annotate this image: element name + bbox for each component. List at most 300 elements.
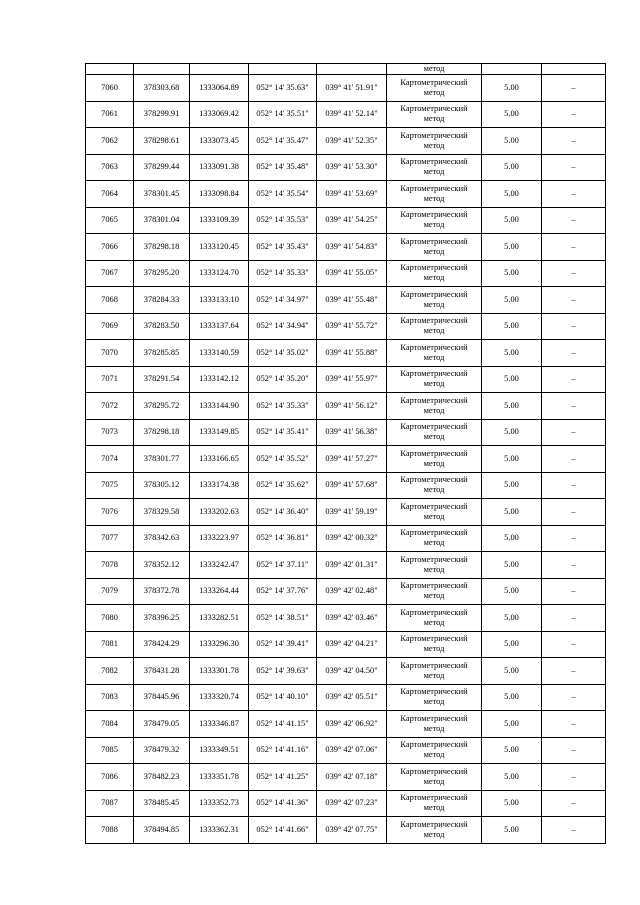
point-number-cell: 7064 bbox=[86, 181, 134, 208]
accuracy-cell: 5.00 bbox=[482, 234, 542, 261]
y-coordinate-cell: 1333202.63 bbox=[190, 499, 249, 526]
method-line-1: Картометрический bbox=[400, 528, 468, 538]
method-line-1: Картометрический bbox=[400, 130, 468, 140]
method-line-2: метод bbox=[423, 485, 445, 495]
latitude-cell: 052° 14' 36.81" bbox=[249, 525, 317, 552]
latitude-cell: 052° 14' 41.25" bbox=[249, 764, 317, 791]
method-line-1: Картометрический bbox=[400, 766, 468, 776]
accuracy-cell: 5.00 bbox=[482, 605, 542, 632]
longitude-cell: 039° 41' 56.12" bbox=[317, 393, 387, 420]
method-line-2: метод bbox=[423, 458, 445, 468]
method-line-2: метод bbox=[423, 299, 445, 309]
accuracy-cell: 5.00 bbox=[482, 154, 542, 181]
point-number-cell: 7061 bbox=[86, 101, 134, 128]
method-line-1: Картометрический bbox=[400, 634, 468, 644]
y-coordinate-cell: 1333120.45 bbox=[190, 234, 249, 261]
longitude-cell: 039° 41' 56.38" bbox=[317, 419, 387, 446]
description-cell: – bbox=[542, 446, 606, 473]
method-line-2: метод bbox=[423, 167, 445, 177]
accuracy-cell: 5.00 bbox=[482, 684, 542, 711]
latitude-cell: 052° 14' 34.97" bbox=[249, 287, 317, 314]
latitude-cell: 052° 14' 35.51" bbox=[249, 101, 317, 128]
method-cell bbox=[387, 790, 482, 817]
description-cell: – bbox=[542, 472, 606, 499]
description-cell: – bbox=[542, 313, 606, 340]
latitude-cell: 052° 14' 39.41" bbox=[249, 631, 317, 658]
description-cell: – bbox=[542, 525, 606, 552]
y-coordinate-cell: 1333073.45 bbox=[190, 128, 249, 155]
accuracy-cell: 5.00 bbox=[482, 790, 542, 817]
method-cell bbox=[387, 313, 482, 340]
y-coordinate-cell: 1333124.70 bbox=[190, 260, 249, 287]
latitude-cell: 052° 14' 41.16" bbox=[249, 737, 317, 764]
latitude-cell: 052° 14' 41.36" bbox=[249, 790, 317, 817]
accuracy-cell: 5.00 bbox=[482, 207, 542, 234]
method-line-2: метод bbox=[423, 723, 445, 733]
description-cell: – bbox=[542, 817, 606, 844]
y-coordinate-cell: 1333352.73 bbox=[190, 790, 249, 817]
point-number-cell: 7065 bbox=[86, 207, 134, 234]
x-coordinate-cell: 378284.33 bbox=[134, 287, 190, 314]
description-cell: – bbox=[542, 181, 606, 208]
y-coordinate-cell: 1333149.85 bbox=[190, 419, 249, 446]
method-cell bbox=[387, 393, 482, 420]
latitude-cell: 052° 14' 35.33" bbox=[249, 393, 317, 420]
description-cell: – bbox=[542, 711, 606, 738]
longitude-cell: 039° 42' 01.31" bbox=[317, 552, 387, 579]
method-line-1: Картометрический bbox=[400, 263, 468, 273]
method-cell bbox=[387, 75, 482, 102]
point-number-cell: 7072 bbox=[86, 393, 134, 420]
method-cell bbox=[387, 684, 482, 711]
y-coordinate-cell: 1333223.97 bbox=[190, 525, 249, 552]
method-line-1: Картометрический bbox=[400, 554, 468, 564]
x-coordinate-cell: 378285.85 bbox=[134, 340, 190, 367]
method-line-1: Картометрический bbox=[400, 77, 468, 87]
longitude-cell: 039° 42' 07.75" bbox=[317, 817, 387, 844]
point-number-cell: 7067 bbox=[86, 260, 134, 287]
empty-cell bbox=[86, 64, 134, 75]
method-line-2: метод bbox=[423, 352, 445, 362]
table-row bbox=[86, 578, 606, 605]
method-line-1: Картометрический bbox=[400, 210, 468, 220]
coordinates-table bbox=[85, 63, 606, 844]
x-coordinate-cell: 378494.85 bbox=[134, 817, 190, 844]
x-coordinate-cell: 378342.63 bbox=[134, 525, 190, 552]
x-coordinate-cell: 378424.29 bbox=[134, 631, 190, 658]
point-number-cell: 7062 bbox=[86, 128, 134, 155]
latitude-cell: 052° 14' 35.02" bbox=[249, 340, 317, 367]
x-coordinate-cell: 378295.72 bbox=[134, 393, 190, 420]
latitude-cell: 052° 14' 35.41" bbox=[249, 419, 317, 446]
method-cell bbox=[387, 260, 482, 287]
latitude-cell: 052° 14' 35.33" bbox=[249, 260, 317, 287]
method-cell bbox=[387, 181, 482, 208]
point-number-cell: 7076 bbox=[86, 499, 134, 526]
method-line-2: метод bbox=[423, 538, 445, 548]
table-row bbox=[86, 552, 606, 579]
method-line-2: метод bbox=[423, 87, 445, 97]
longitude-cell: 039° 42' 05.51" bbox=[317, 684, 387, 711]
method-line-1: Картометрический bbox=[400, 581, 468, 591]
method-line-1: Картометрический bbox=[400, 687, 468, 697]
accuracy-cell: 5.00 bbox=[482, 340, 542, 367]
method-line-2: метод bbox=[423, 803, 445, 813]
y-coordinate-cell: 1333098.84 bbox=[190, 181, 249, 208]
accuracy-cell: 5.00 bbox=[482, 101, 542, 128]
point-number-cell: 7079 bbox=[86, 578, 134, 605]
y-coordinate-cell: 1333064.89 bbox=[190, 75, 249, 102]
longitude-cell: 039° 41' 55.05" bbox=[317, 260, 387, 287]
description-cell: – bbox=[542, 737, 606, 764]
method-cell bbox=[387, 605, 482, 632]
table-row bbox=[86, 128, 606, 155]
table-row bbox=[86, 366, 606, 393]
table-row bbox=[86, 472, 606, 499]
x-coordinate-cell: 378431.28 bbox=[134, 658, 190, 685]
y-coordinate-cell: 1333264.44 bbox=[190, 578, 249, 605]
empty-cell bbox=[482, 64, 542, 75]
longitude-cell: 039° 41' 52.35" bbox=[317, 128, 387, 155]
method-cell bbox=[387, 711, 482, 738]
description-cell: – bbox=[542, 340, 606, 367]
empty-cell bbox=[542, 64, 606, 75]
point-number-cell: 7071 bbox=[86, 366, 134, 393]
point-number-cell: 7074 bbox=[86, 446, 134, 473]
x-coordinate-cell: 378372.78 bbox=[134, 578, 190, 605]
point-number-cell: 7063 bbox=[86, 154, 134, 181]
table-row bbox=[86, 393, 606, 420]
latitude-cell: 052° 14' 41.15" bbox=[249, 711, 317, 738]
method-line-1: Картометрический bbox=[400, 501, 468, 511]
longitude-cell: 039° 41' 55.97" bbox=[317, 366, 387, 393]
description-cell: – bbox=[542, 419, 606, 446]
point-number-cell: 7066 bbox=[86, 234, 134, 261]
longitude-cell: 039° 41' 53.30" bbox=[317, 154, 387, 181]
accuracy-cell: 5.00 bbox=[482, 287, 542, 314]
method-line-1: Картометрический bbox=[400, 236, 468, 246]
x-coordinate-cell: 378298.18 bbox=[134, 419, 190, 446]
latitude-cell: 052° 14' 35.63" bbox=[249, 75, 317, 102]
method-line-2: метод bbox=[423, 511, 445, 521]
latitude-cell: 052° 14' 34.94" bbox=[249, 313, 317, 340]
method-cell bbox=[387, 128, 482, 155]
method-line-1: Картометрический bbox=[400, 607, 468, 617]
point-number-cell: 7068 bbox=[86, 287, 134, 314]
method-cell bbox=[387, 737, 482, 764]
latitude-cell: 052° 14' 35.54" bbox=[249, 181, 317, 208]
method-line-1: Картометрический bbox=[400, 660, 468, 670]
accuracy-cell: 5.00 bbox=[482, 366, 542, 393]
point-number-cell: 7078 bbox=[86, 552, 134, 579]
method-line-1: Картометрический bbox=[400, 475, 468, 485]
accuracy-cell: 5.00 bbox=[482, 419, 542, 446]
point-number-cell: 7060 bbox=[86, 75, 134, 102]
y-coordinate-cell: 1333091.38 bbox=[190, 154, 249, 181]
table-row bbox=[86, 605, 606, 632]
y-coordinate-cell: 1333109.39 bbox=[190, 207, 249, 234]
y-coordinate-cell: 1333296.30 bbox=[190, 631, 249, 658]
latitude-cell: 052° 14' 35.52" bbox=[249, 446, 317, 473]
empty-cell bbox=[190, 64, 249, 75]
table-row bbox=[86, 499, 606, 526]
method-cell bbox=[387, 154, 482, 181]
y-coordinate-cell: 1333320.74 bbox=[190, 684, 249, 711]
description-cell: – bbox=[542, 393, 606, 420]
point-number-cell: 7087 bbox=[86, 790, 134, 817]
point-number-cell: 7070 bbox=[86, 340, 134, 367]
point-number-cell: 7082 bbox=[86, 658, 134, 685]
table-row bbox=[86, 790, 606, 817]
method-line-1: Картометрический bbox=[400, 422, 468, 432]
latitude-cell: 052° 14' 41.66" bbox=[249, 817, 317, 844]
table-row bbox=[86, 684, 606, 711]
x-coordinate-cell: 378301.04 bbox=[134, 207, 190, 234]
table-row bbox=[86, 313, 606, 340]
description-cell: – bbox=[542, 764, 606, 791]
longitude-cell: 039° 41' 54.83" bbox=[317, 234, 387, 261]
method-cell bbox=[387, 658, 482, 685]
longitude-cell: 039° 41' 55.48" bbox=[317, 287, 387, 314]
point-number-cell: 7077 bbox=[86, 525, 134, 552]
x-coordinate-cell: 378396.25 bbox=[134, 605, 190, 632]
x-coordinate-cell: 378479.32 bbox=[134, 737, 190, 764]
point-number-cell: 7069 bbox=[86, 313, 134, 340]
accuracy-cell: 5.00 bbox=[482, 393, 542, 420]
method-cell bbox=[387, 817, 482, 844]
description-cell: – bbox=[542, 605, 606, 632]
method-cell bbox=[387, 340, 482, 367]
point-number-cell: 7073 bbox=[86, 419, 134, 446]
method-line-2: метод bbox=[423, 591, 445, 601]
description-cell: – bbox=[542, 260, 606, 287]
method-cell bbox=[387, 207, 482, 234]
table-row bbox=[86, 287, 606, 314]
accuracy-cell: 5.00 bbox=[482, 658, 542, 685]
method-line-2: метод bbox=[423, 776, 445, 786]
method-line-1: Картометрический bbox=[400, 740, 468, 750]
description-cell: – bbox=[542, 552, 606, 579]
method-line-2: метод bbox=[423, 697, 445, 707]
longitude-cell: 039° 41' 55.88" bbox=[317, 340, 387, 367]
method-cell bbox=[387, 446, 482, 473]
method-line-2: метод bbox=[423, 564, 445, 574]
method-line-1: Картометрический bbox=[400, 342, 468, 352]
description-cell: – bbox=[542, 684, 606, 711]
longitude-cell: 039° 41' 57.68" bbox=[317, 472, 387, 499]
point-number-cell: 7081 bbox=[86, 631, 134, 658]
method-line-1: Картометрический bbox=[400, 395, 468, 405]
x-coordinate-cell: 378352.12 bbox=[134, 552, 190, 579]
method-line-1: Картометрический bbox=[400, 713, 468, 723]
latitude-cell: 052° 14' 35.43" bbox=[249, 234, 317, 261]
longitude-cell: 039° 42' 04.50" bbox=[317, 658, 387, 685]
empty-cell bbox=[317, 64, 387, 75]
method-cell bbox=[387, 631, 482, 658]
table-body bbox=[86, 64, 606, 844]
x-coordinate-cell: 378301.45 bbox=[134, 181, 190, 208]
table-row bbox=[86, 711, 606, 738]
method-line-1: Картометрический bbox=[400, 183, 468, 193]
latitude-cell: 052° 14' 35.48" bbox=[249, 154, 317, 181]
accuracy-cell: 5.00 bbox=[482, 737, 542, 764]
description-cell: – bbox=[542, 234, 606, 261]
method-cell bbox=[387, 101, 482, 128]
latitude-cell: 052° 14' 35.47" bbox=[249, 128, 317, 155]
latitude-cell: 052° 14' 35.62" bbox=[249, 472, 317, 499]
x-coordinate-cell: 378485.45 bbox=[134, 790, 190, 817]
method-line-2: метод bbox=[423, 670, 445, 680]
longitude-cell: 039° 41' 51.91" bbox=[317, 75, 387, 102]
longitude-cell: 039° 41' 55.72" bbox=[317, 313, 387, 340]
accuracy-cell: 5.00 bbox=[482, 472, 542, 499]
table-row bbox=[86, 181, 606, 208]
latitude-cell: 052° 14' 35.53" bbox=[249, 207, 317, 234]
table-row bbox=[86, 817, 606, 844]
description-cell: – bbox=[542, 658, 606, 685]
method-line-2: метод bbox=[423, 644, 445, 654]
x-coordinate-cell: 378283.50 bbox=[134, 313, 190, 340]
method-line-2: метод bbox=[423, 246, 445, 256]
method-line-2: метод bbox=[423, 750, 445, 760]
method-line-2: метод bbox=[423, 617, 445, 627]
x-coordinate-cell: 378298.18 bbox=[134, 234, 190, 261]
method-line-2: метод bbox=[423, 193, 445, 203]
table-row bbox=[86, 154, 606, 181]
x-coordinate-cell: 378445.96 bbox=[134, 684, 190, 711]
method-cell bbox=[387, 552, 482, 579]
latitude-cell: 052° 14' 37.76" bbox=[249, 578, 317, 605]
description-cell: – bbox=[542, 790, 606, 817]
method-line-1: Картометрический bbox=[400, 289, 468, 299]
x-coordinate-cell: 378305.12 bbox=[134, 472, 190, 499]
method-cell bbox=[387, 499, 482, 526]
table-row bbox=[86, 75, 606, 102]
method-line-1: Картометрический bbox=[400, 819, 468, 829]
longitude-cell: 039° 42' 07.23" bbox=[317, 790, 387, 817]
longitude-cell: 039° 42' 07.06" bbox=[317, 737, 387, 764]
point-number-cell: 7086 bbox=[86, 764, 134, 791]
method-line-2: метод bbox=[423, 829, 445, 839]
method-cell bbox=[387, 234, 482, 261]
table-row bbox=[86, 340, 606, 367]
accuracy-cell: 5.00 bbox=[482, 578, 542, 605]
y-coordinate-cell: 1333349.51 bbox=[190, 737, 249, 764]
method-line-2: метод bbox=[423, 140, 445, 150]
accuracy-cell: 5.00 bbox=[482, 817, 542, 844]
accuracy-cell: 5.00 bbox=[482, 631, 542, 658]
y-coordinate-cell: 1333242.47 bbox=[190, 552, 249, 579]
x-coordinate-cell: 378301.77 bbox=[134, 446, 190, 473]
accuracy-cell: 5.00 bbox=[482, 313, 542, 340]
longitude-cell: 039° 42' 02.48" bbox=[317, 578, 387, 605]
y-coordinate-cell: 1333346.87 bbox=[190, 711, 249, 738]
method-line-2: метод bbox=[423, 114, 445, 124]
accuracy-cell: 5.00 bbox=[482, 128, 542, 155]
x-coordinate-cell: 378295.20 bbox=[134, 260, 190, 287]
method-line-1: Картометрический bbox=[400, 793, 468, 803]
point-number-cell: 7075 bbox=[86, 472, 134, 499]
y-coordinate-cell: 1333351.78 bbox=[190, 764, 249, 791]
description-cell: – bbox=[542, 578, 606, 605]
longitude-cell: 039° 41' 53.69" bbox=[317, 181, 387, 208]
y-coordinate-cell: 1333166.65 bbox=[190, 446, 249, 473]
method-line-1: Картометрический bbox=[400, 316, 468, 326]
method-line-2: метод bbox=[423, 326, 445, 336]
longitude-cell: 039° 41' 59.19" bbox=[317, 499, 387, 526]
method-line-1: Картометрический bbox=[400, 448, 468, 458]
latitude-cell: 052° 14' 38.51" bbox=[249, 605, 317, 632]
description-cell: – bbox=[542, 154, 606, 181]
method-line-1: Картометрический bbox=[400, 157, 468, 167]
point-number-cell: 7085 bbox=[86, 737, 134, 764]
y-coordinate-cell: 1333069.42 bbox=[190, 101, 249, 128]
longitude-cell: 039° 41' 54.25" bbox=[317, 207, 387, 234]
continued-row bbox=[86, 64, 606, 75]
longitude-cell: 039° 42' 06.92" bbox=[317, 711, 387, 738]
point-number-cell: 7088 bbox=[86, 817, 134, 844]
method-line-2: метод bbox=[423, 273, 445, 283]
longitude-cell: 039° 41' 57.27" bbox=[317, 446, 387, 473]
method-cell bbox=[387, 287, 482, 314]
accuracy-cell: 5.00 bbox=[482, 764, 542, 791]
longitude-cell: 039° 42' 07.18" bbox=[317, 764, 387, 791]
x-coordinate-cell: 378298.61 bbox=[134, 128, 190, 155]
description-cell: – bbox=[542, 499, 606, 526]
table-row bbox=[86, 419, 606, 446]
method-cell bbox=[387, 764, 482, 791]
table-row bbox=[86, 631, 606, 658]
table-row bbox=[86, 101, 606, 128]
description-cell: – bbox=[542, 366, 606, 393]
method-cell bbox=[387, 578, 482, 605]
latitude-cell: 052° 14' 40.10" bbox=[249, 684, 317, 711]
latitude-cell: 052° 14' 39.63" bbox=[249, 658, 317, 685]
method-line-2: метод bbox=[423, 432, 445, 442]
point-number-cell: 7080 bbox=[86, 605, 134, 632]
method-line-2: метод bbox=[423, 405, 445, 415]
latitude-cell: 052° 14' 37.11" bbox=[249, 552, 317, 579]
method-cell bbox=[387, 419, 482, 446]
latitude-cell: 052° 14' 36.40" bbox=[249, 499, 317, 526]
accuracy-cell: 5.00 bbox=[482, 446, 542, 473]
table-row bbox=[86, 446, 606, 473]
y-coordinate-cell: 1333144.90 bbox=[190, 393, 249, 420]
x-coordinate-cell: 378299.91 bbox=[134, 101, 190, 128]
description-cell: – bbox=[542, 631, 606, 658]
longitude-cell: 039° 41' 52.14" bbox=[317, 101, 387, 128]
method-line-2: метод bbox=[423, 379, 445, 389]
table-row bbox=[86, 764, 606, 791]
y-coordinate-cell: 1333142.12 bbox=[190, 366, 249, 393]
description-cell: – bbox=[542, 101, 606, 128]
y-coordinate-cell: 1333137.64 bbox=[190, 313, 249, 340]
accuracy-cell: 5.00 bbox=[482, 181, 542, 208]
description-cell: – bbox=[542, 287, 606, 314]
y-coordinate-cell: 1333133.10 bbox=[190, 287, 249, 314]
method-line-1: Картометрический bbox=[400, 104, 468, 114]
y-coordinate-cell: 1333174.38 bbox=[190, 472, 249, 499]
x-coordinate-cell: 378479.05 bbox=[134, 711, 190, 738]
table-row bbox=[86, 234, 606, 261]
description-cell: – bbox=[542, 207, 606, 234]
description-cell: – bbox=[542, 128, 606, 155]
x-coordinate-cell: 378291.54 bbox=[134, 366, 190, 393]
y-coordinate-cell: 1333362.31 bbox=[190, 817, 249, 844]
table-row bbox=[86, 737, 606, 764]
table-row bbox=[86, 525, 606, 552]
empty-cell bbox=[134, 64, 190, 75]
